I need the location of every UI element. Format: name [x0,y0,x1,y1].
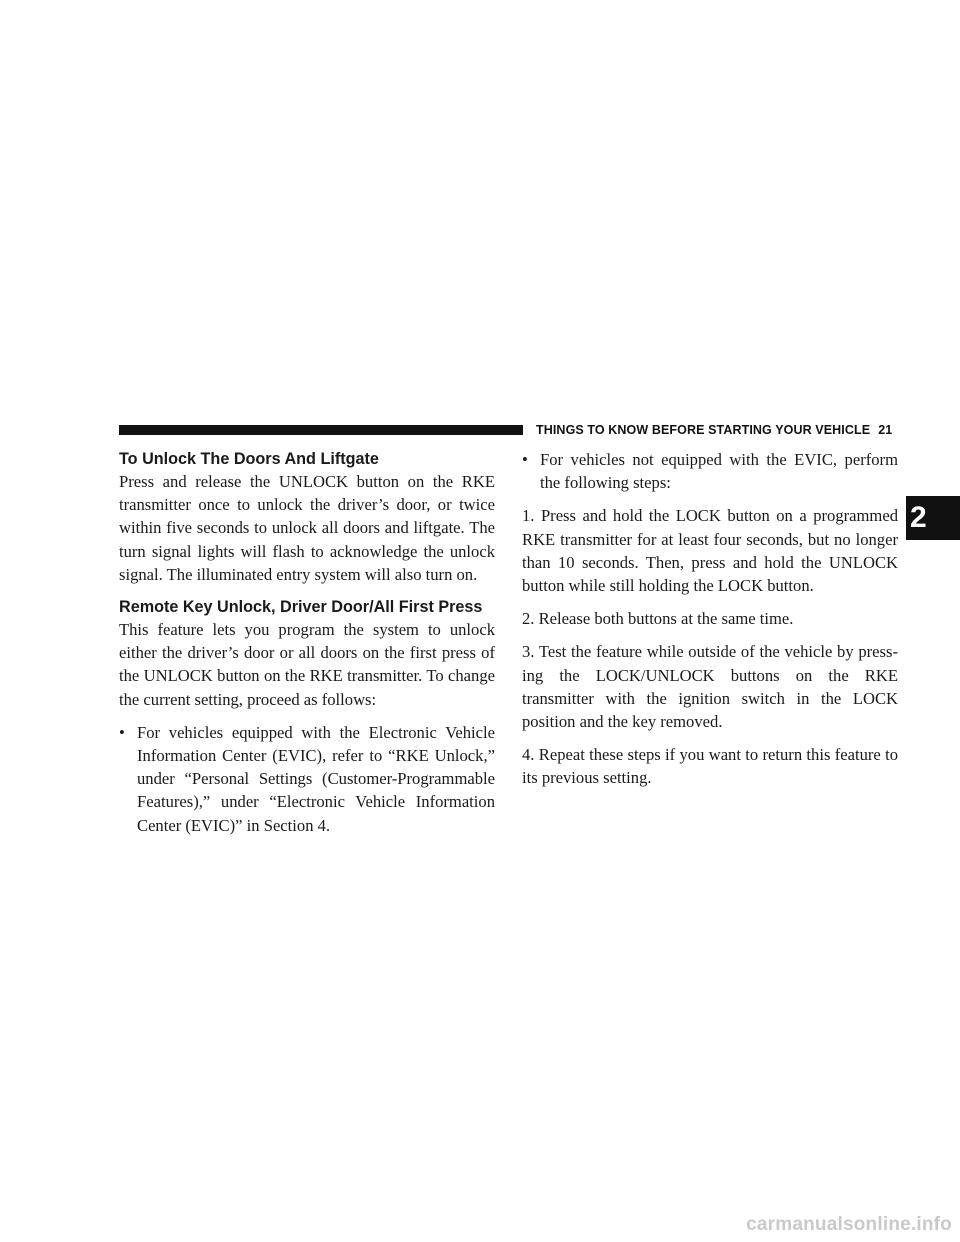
step-3: 3. Test the feature while outside of the vehicle by press-ing the LOCK/UNLOCK buttons on the RKE transmitter with the ignition switch in the LOCK position and the key removed. [522,642,898,732]
paragraph-unlock-doors: Press and release the UNLOCK button on the RKE transmitter once to unlock the driver’s door, or twice within five seconds to unlock all doors and liftgate. The turn signal lights will flash to acknowledge the unlock signal. The illuminated entry system will also turn on. [119,472,495,584]
step-4: 4. Repeat these steps if you want to return this feature to its previous setting. [522,745,898,788]
running-header-title: THINGS TO KNOW BEFORE STARTING YOUR VEHICLE [536,423,871,437]
running-header [536,421,896,439]
header-rule [119,425,523,435]
section-tab: 2 [906,496,960,540]
page-number: 21 [878,423,893,437]
bullet-item-no-evic [522,448,898,494]
step-1: 1. Press and hold the LOCK button on a programmed RKE transmitter for at least four seconds, but no longer than 10 seconds. Then, press and hold the UNLOCK button while still holding the LOCK button. [522,506,898,596]
bullet-text-evic: For vehicles equipped with the Electronic Vehicle Information Center (EVIC), refer to “RKE Unlock,” under “Personal Settings (Customer-Programmable Features),” under “Electronic Vehicle Information Center (EVIC)” in Section 4. [137,722,495,835]
left-column [119,448,495,847]
section-heading-remote-key-unlock: Remote Key Unlock, Driver Door/All First Press [119,598,483,617]
step-2: 2. Release both buttons at the same time. [522,609,794,629]
right-column [522,448,898,800]
bullet-item-evic [119,721,495,837]
bullet-icon: • [119,722,125,742]
bullet-text-no-evic: For vehicles not equipped with the EVIC, perform the following steps: [540,450,898,493]
bullet-icon: • [522,450,528,469]
paragraph-remote-key-unlock: This feature lets you program the system to unlock either the driver’s door or all doors on the first press of the UNLOCK button on the RKE transmitter. To change the current setting, proceed as follows: [119,620,495,709]
watermark: carmanualsonline.info [746,1214,952,1235]
section-heading-unlock-doors: To Unlock The Doors And Liftgate [119,450,379,468]
